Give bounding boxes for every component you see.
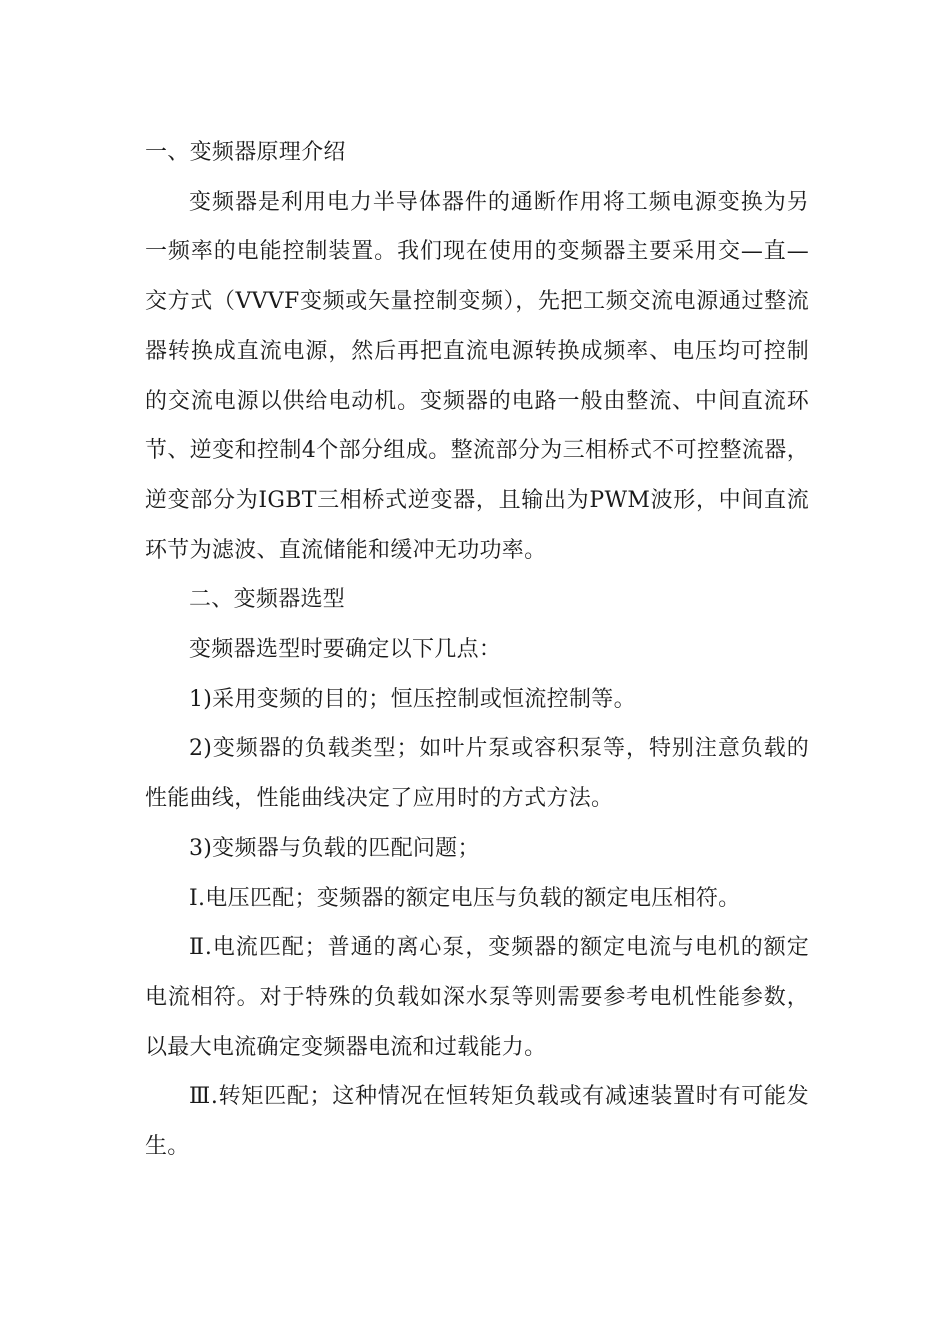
sub-item-torque: Ⅲ.转矩匹配；这种情况在恒转矩负载或有减速装置时有可能发生。	[145, 1084, 809, 1160]
paragraph-principle: 变频器是利用电力半导体器件的通断作用将工频电源变换为另一频率的电能控制装置。我们现在使用的变频器主要采用交—直—交方式（VVVF变频或矢量控制变频），先把工频交流电源通过整流器转换成直流电源，然后再把直流电源转换成频率、电压均可控制的交流电源以供给电动机。变频器的电路一般由整流、中间直流环节、逆变和控制4个部分组成。整流部分为三相桥式不可控整流器，逆变部分为IGBT三相桥式逆变器，且输出为PWM波形，中间直流环节为滤波、直流储能和缓冲无功功率。	[145, 189, 809, 563]
section-heading-principle: 一、变频器原理介绍	[145, 140, 346, 165]
list-item-1: 1)采用变频的目的；恒压控制或恒流控制等。	[189, 686, 636, 712]
document-body	[145, 128, 809, 1172]
sub-item-current: Ⅱ.电流匹配；普通的离心泵，变频器的额定电流与电机的额定电流相符。对于特殊的负载如深水泵等则需要参考电机性能参数，以最大电流确定变频器电流和过载能力。	[145, 935, 809, 1060]
list-item-2: 2)变频器的负载类型；如叶片泵或容积泵等，特别注意负载的性能曲线，性能曲线决定了应用时的方式方法。	[145, 736, 809, 812]
list-item-3: 3)变频器与负载的匹配问题；	[189, 835, 480, 861]
sub-item-voltage: Ⅰ.电压匹配；变频器的额定电压与负载的额定电压相符。	[189, 885, 741, 911]
section-heading-selection: 二、变频器选型	[189, 587, 346, 613]
paragraph-selection-intro: 变频器选型时要确定以下几点：	[189, 637, 502, 663]
